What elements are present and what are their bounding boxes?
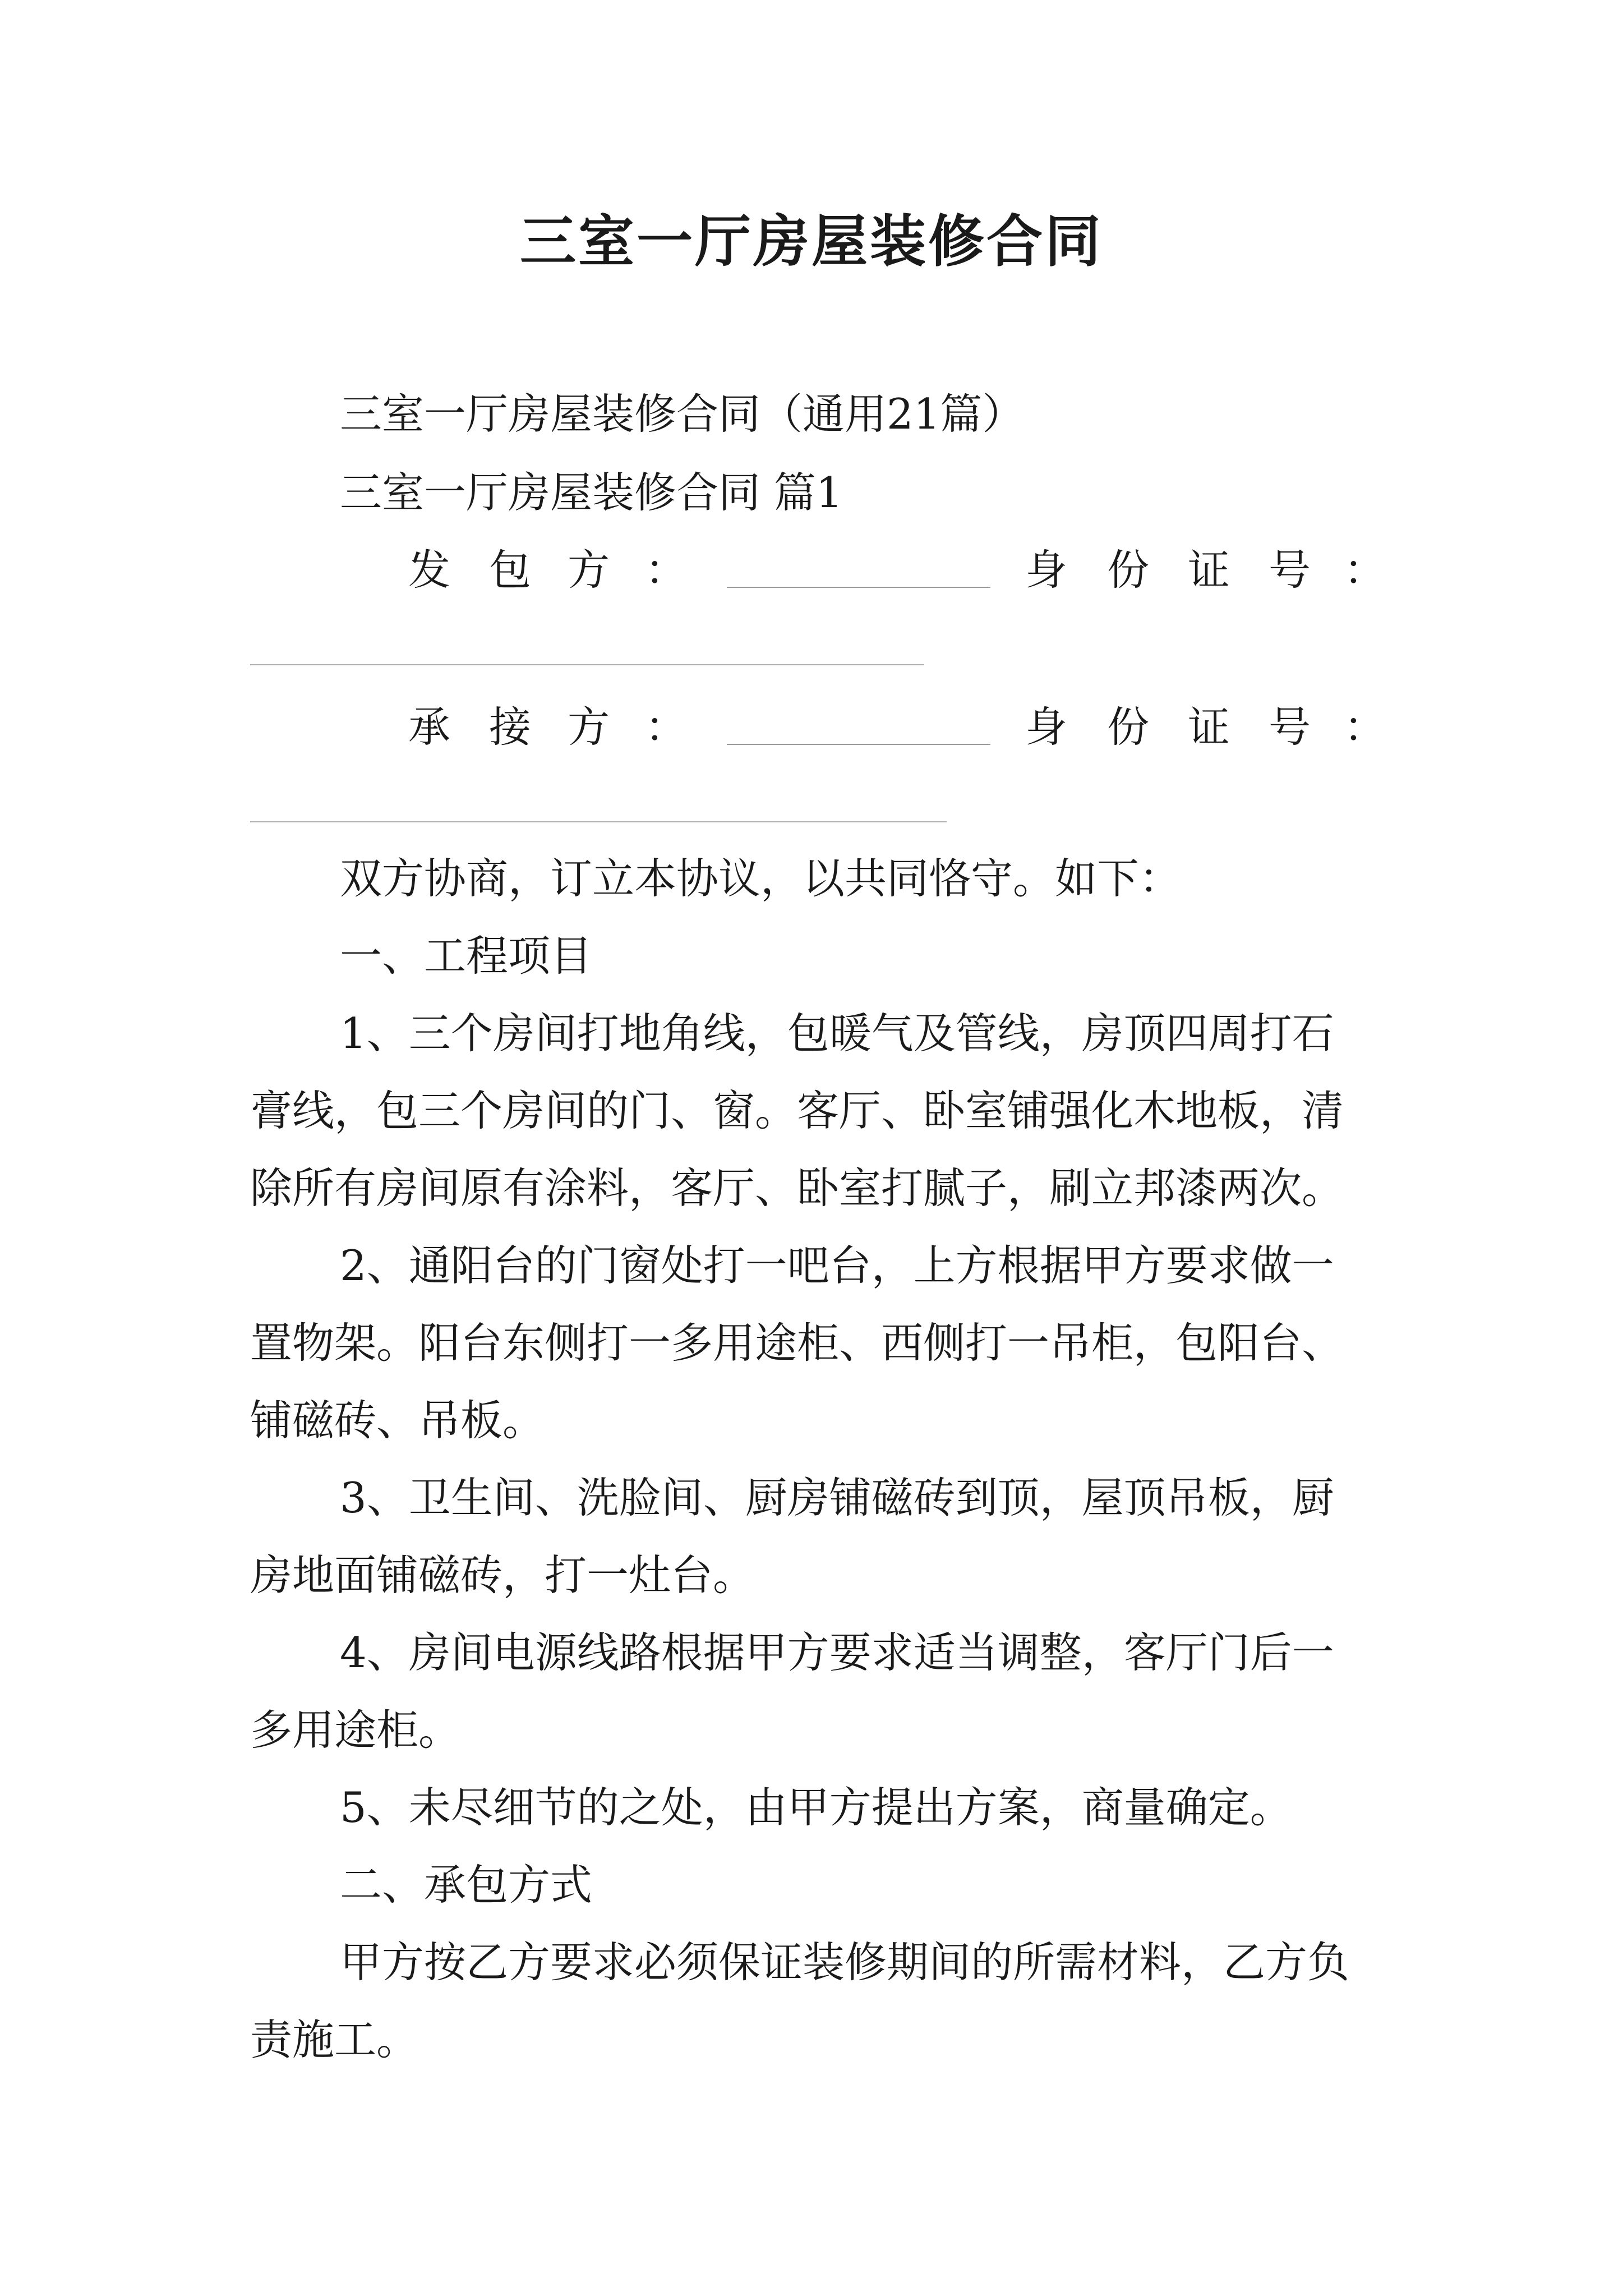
- party-b-id-label-char: ：: [1344, 702, 1386, 752]
- section-heading: 二、承包方式: [340, 1860, 593, 1910]
- party-b-id-label-char: 号: [1269, 702, 1311, 752]
- paragraph-line: 2、通阳台的门窗处打一吧台，上方根据甲方要求做一: [340, 1241, 1334, 1290]
- party-a-label-char: 发: [408, 545, 451, 595]
- party-a-id-label-char: 份: [1107, 545, 1150, 595]
- party-a-id-label-char: 证: [1188, 545, 1230, 595]
- party-b-label-char: 承: [408, 702, 451, 752]
- party-a-label-char: ：: [645, 545, 688, 595]
- paragraph-line: 双方协商，订立本协议，以共同恪守。如下：: [340, 854, 1182, 903]
- party-b-label-char: 方: [568, 702, 610, 752]
- party-b-id-label-char: 份: [1107, 702, 1150, 752]
- paragraph-line: 铺磁砖、吊板。: [250, 1396, 545, 1445]
- party-a-row: [0, 542, 1623, 598]
- paragraph-line: 责施工。: [250, 2015, 419, 2064]
- section-title: 三室一厅房屋装修合同 篇1: [340, 468, 843, 517]
- paragraph-line: 除所有房间原有涂料，客厅、卧室打腻子，刷立邦漆两次。: [250, 1163, 1344, 1213]
- paragraph-line: 房地面铺磁砖，打一灶台。: [250, 1550, 755, 1600]
- party-a-name-blank: [727, 587, 990, 588]
- section-heading: 一、工程项目: [340, 931, 593, 981]
- party-b-label-char: 接: [489, 702, 532, 752]
- party-a-id-label-char: 号: [1269, 545, 1311, 595]
- document-subtitle: 三室一厅房屋装修合同（通用21篇）: [340, 389, 1025, 439]
- party-a-id-label-char: 身: [1025, 545, 1068, 595]
- party-a-label-char: 方: [568, 545, 610, 595]
- document-title: 三室一厅房屋装修合同: [520, 208, 1103, 274]
- paragraph-line: 5、未尽细节的之处，由甲方提出方案，商量确定。: [340, 1783, 1292, 1832]
- party-a-label-char: 包: [489, 545, 532, 595]
- party-b-row: [0, 699, 1623, 755]
- paragraph-line: 多用途柜。: [250, 1705, 461, 1755]
- paragraph-line: 1、三个房间打地角线，包暖气及管线，房顶四周打石: [340, 1009, 1334, 1058]
- paragraph-line: 膏线，包三个房间的门、窗。客厅、卧室铺强化木地板，清: [250, 1086, 1344, 1135]
- paragraph-line: 置物架。阳台东侧打一多用途柜、西侧打一吊柜，包阳台、: [250, 1318, 1344, 1368]
- paragraph-line: 4、房间电源线路根据甲方要求适当调整，客厅门后一: [340, 1628, 1334, 1677]
- party-b-name-blank: [727, 744, 990, 745]
- party-a-id-blank: [250, 664, 924, 665]
- party-a-id-label-char: ：: [1344, 545, 1386, 595]
- party-b-id-label-char: 身: [1025, 702, 1068, 752]
- paragraph-line: 3、卫生间、洗脸间、厨房铺磁砖到顶，屋顶吊板，厨: [340, 1473, 1334, 1522]
- party-b-label-char: ：: [645, 702, 688, 752]
- paragraph-line: 甲方按乙方要求必须保证装修期间的所需材料，乙方负: [340, 1938, 1350, 1987]
- party-b-id-blank: [250, 821, 947, 822]
- party-b-id-label-char: 证: [1188, 702, 1230, 752]
